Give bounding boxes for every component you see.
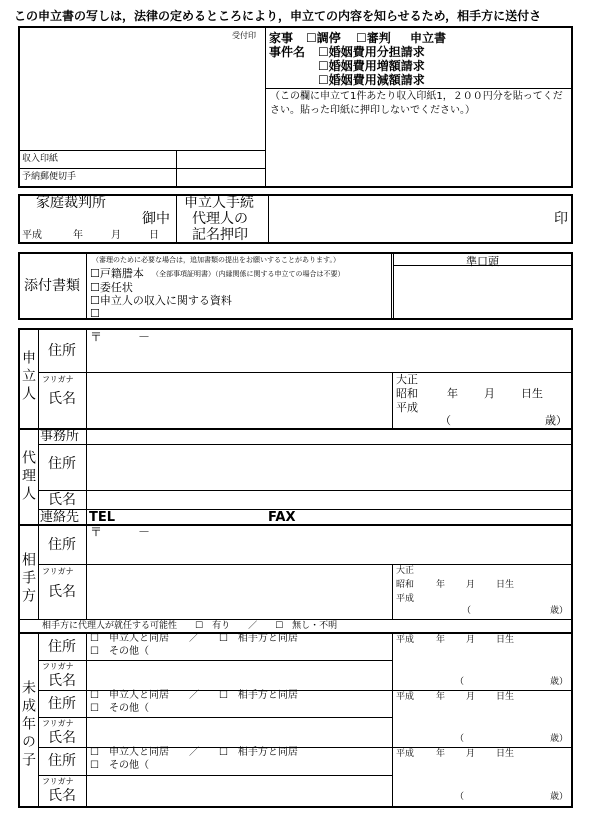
applicant-era-heisei[interactable]: 平成	[396, 401, 418, 414]
date-era: 平成	[22, 230, 42, 241]
signer-line3: 記名押印	[192, 227, 248, 243]
agent-renrakusaki-label: 連絡先	[40, 510, 80, 525]
date-year: 年	[73, 230, 83, 241]
child1-hi: 日生	[496, 635, 515, 645]
agent-jimusho-label: 事務所	[40, 429, 80, 444]
applicant-postal[interactable]: 〒 －	[90, 330, 151, 344]
shinpan-checkbox[interactable]: ☐審判	[356, 31, 391, 45]
child2-era[interactable]: 平成	[396, 692, 415, 702]
child2-dokyo-options[interactable]: ☐ 申立人と同居 ／ ☐ 相手方と同居	[90, 690, 298, 701]
child1-age-open: （	[455, 677, 465, 687]
applicant-jusho-label: 住所	[48, 343, 76, 359]
child2-furigana-label: フリガナ	[42, 719, 74, 728]
respondent-era-showa[interactable]: 昭和	[396, 580, 415, 590]
respondent-agent-possibility[interactable]: 相手方に代理人が就任する可能性 ☐ 有り ／ ☐ 無し・不明	[42, 621, 338, 631]
child1-other-option[interactable]: ☐ その他（	[90, 646, 149, 657]
date-day: 日	[149, 230, 159, 241]
kaji-label: 家事	[269, 31, 294, 45]
agent-jusho-label: 住所	[48, 456, 76, 472]
applicant-tsuki: 月	[484, 387, 495, 400]
respondent-tsuki: 月	[466, 580, 476, 590]
agent-shimei-label: 氏名	[48, 492, 76, 508]
respondent-furigana-label: フリガナ	[42, 567, 74, 576]
koseki-checkbox[interactable]: ☐戸籍謄本	[90, 267, 144, 280]
applicant-shimei-label: 氏名	[48, 391, 76, 407]
jikenmei-label: 事件名	[269, 45, 306, 59]
item-gengaku-checkbox[interactable]: ☐婚姻費用減額請求	[318, 73, 425, 87]
applicant-furigana-label: フリガナ	[42, 375, 74, 384]
respondent-era-heisei[interactable]: 平成	[396, 594, 415, 604]
chotei-checkbox[interactable]: ☐調停	[306, 31, 341, 45]
child1-tsuki: 月	[466, 635, 476, 645]
item-zogaku-checkbox[interactable]: ☐婚姻費用増額請求	[318, 59, 425, 73]
attach-note: （審理のために必要な場合は，追加書類の提出をお願いすることがあります。）	[92, 256, 340, 264]
applicant-age-open: （	[440, 414, 451, 427]
child2-tsuki: 月	[466, 692, 476, 702]
children-section	[18, 632, 573, 808]
applicant-age-close: 歳）	[545, 414, 567, 427]
koseki-note: （全部事項証明書）（内縁関係に関する申立ての場合は不要）	[152, 270, 345, 278]
date-month: 月	[111, 230, 121, 241]
respondent-label: 相手方	[20, 552, 36, 606]
header-notice: この申立書の写しは，法律の定めるところにより，申立ての内容を知らせるため，相手方に送付さ	[14, 9, 542, 23]
child2-age-open: （	[455, 734, 465, 744]
respondent-nen: 年	[436, 580, 446, 590]
child3-other-option[interactable]: ☐ その他（	[90, 760, 149, 771]
child3-age-open: （	[455, 792, 465, 802]
child3-shimei-label: 氏名	[48, 788, 76, 804]
stamp-note: （この欄に申立て1件あたり収入印紙1，２００円分を貼ってください。貼った印紙に押印しないでください。）	[270, 91, 563, 116]
signer-line1: 申立人手続	[184, 195, 254, 211]
child2-jusho-label: 住所	[48, 696, 76, 712]
child1-furigana-label: フリガナ	[42, 662, 74, 671]
uketsuke-label: 受付印	[232, 31, 256, 40]
respondent-age-open: （	[462, 606, 472, 616]
child2-age-close: 歳）	[550, 734, 569, 744]
child3-jusho-label: 住所	[48, 753, 76, 769]
item-bunta-checkbox[interactable]: ☐婚姻費用分担請求	[318, 45, 425, 59]
child1-dokyo-options[interactable]: ☐ 申立人と同居 ／ ☐ 相手方と同居	[90, 633, 298, 644]
agent-fax-label[interactable]: FAX	[268, 510, 296, 525]
child2-hi: 日生	[496, 692, 515, 702]
child3-dokyo-options[interactable]: ☐ 申立人と同居 ／ ☐ 相手方と同居	[90, 747, 298, 758]
applicant-era-showa[interactable]: 昭和	[396, 387, 418, 400]
seal-mark: 印	[554, 211, 568, 227]
agent-label: 代理人	[20, 450, 36, 504]
court-name: 家庭裁判所	[36, 195, 106, 211]
ininjo-checkbox[interactable]: ☐委任状	[90, 281, 133, 294]
attach-label: 添付書類	[24, 278, 80, 294]
applicant-era-taisho[interactable]: 大正	[396, 373, 418, 386]
child1-jusho-label: 住所	[48, 639, 76, 655]
child1-shimei-label: 氏名	[48, 673, 76, 689]
applicant-hi: 日生	[521, 387, 543, 400]
moushitatesho-label: 申立書	[410, 31, 447, 45]
child3-hi: 日生	[496, 749, 515, 759]
child2-nen: 年	[436, 692, 446, 702]
respondent-jusho-label: 住所	[48, 537, 76, 553]
child3-age-close: 歳）	[550, 792, 569, 802]
child3-tsuki: 月	[466, 749, 476, 759]
shunyu-checkbox[interactable]: ☐申立人の収入に関する資料	[90, 294, 232, 307]
child3-era[interactable]: 平成	[396, 749, 415, 759]
court-onchu: 御中	[142, 211, 170, 227]
child1-era[interactable]: 平成	[396, 635, 415, 645]
child1-nen: 年	[436, 635, 446, 645]
signer-line2: 代理人の	[192, 211, 248, 227]
respondent-shimei-label: 氏名	[48, 584, 76, 600]
agent-tel-label[interactable]: TEL	[89, 510, 116, 525]
applicant-nen: 年	[447, 387, 458, 400]
child3-furigana-label: フリガナ	[42, 777, 74, 786]
applicant-label: 申立人	[20, 350, 36, 404]
child2-shimei-label: 氏名	[48, 730, 76, 746]
child1-age-close: 歳）	[550, 677, 569, 687]
children-label: 未成年の子	[20, 680, 36, 770]
respondent-era-taisho[interactable]: 大正	[396, 566, 415, 576]
shunyu-inshi-label: 収入印紙	[22, 154, 59, 164]
respondent-postal[interactable]: 〒 －	[90, 525, 151, 539]
child2-other-option[interactable]: ☐ その他（	[90, 703, 149, 714]
respondent-hi: 日生	[496, 580, 515, 590]
child3-nen: 年	[436, 749, 446, 759]
yubin-kitte-label: 予納郵便切手	[22, 172, 77, 182]
junkoto-label: 準口頭	[466, 255, 499, 268]
respondent-age-close: 歳）	[550, 606, 569, 616]
respondent-section	[18, 524, 573, 634]
blank-checkbox[interactable]: ☐	[90, 307, 100, 320]
